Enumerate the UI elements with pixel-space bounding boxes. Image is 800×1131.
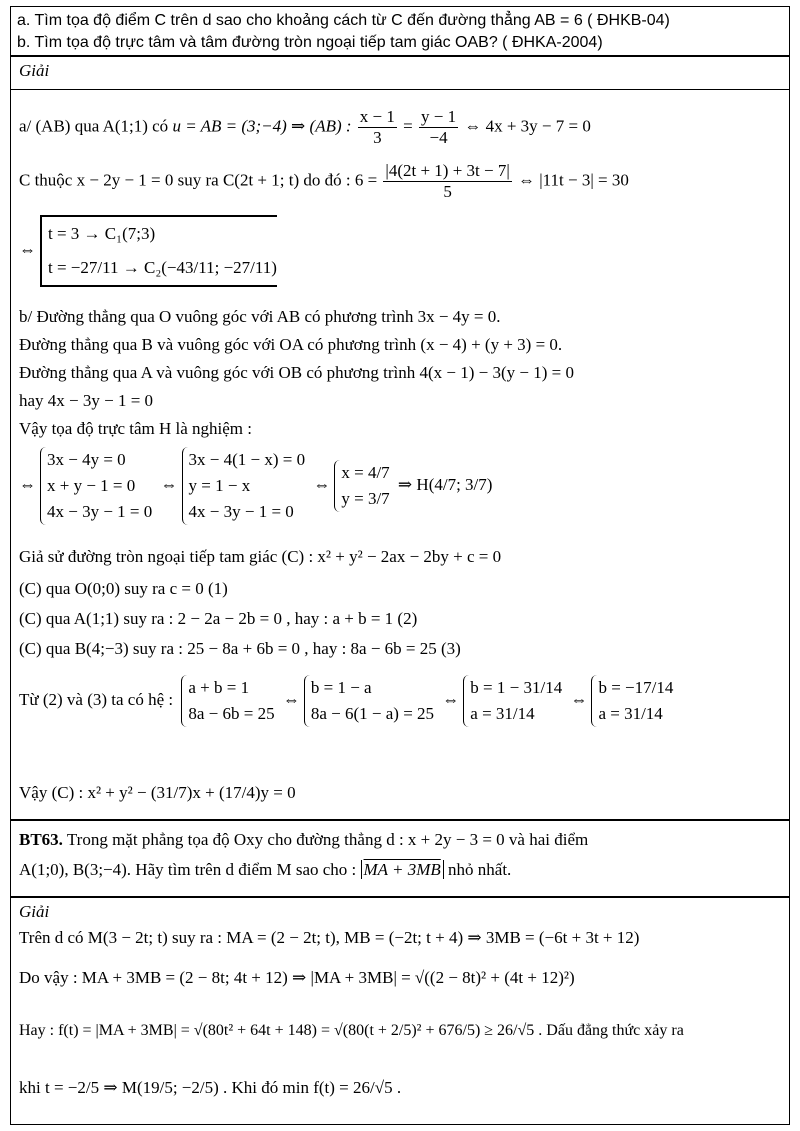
fraction: $\frac{y - 1}{-4}$ (420, 107, 457, 147)
line-function-bound: Hay : f(t) = |MA + 3MB| = √(80t² + 64t + 148) = √(80(t + 2/5)² + 676/5) ≥ 26/√5 . Dấu đẳng thức xảy ra (19, 1022, 684, 1039)
problem-part-b: b. Tìm tọa độ trực tâm và tâm đường tròn ngoại tiếp tam giác OAB? ( ĐHKA-2004) (17, 34, 603, 51)
exercise-line-2: A(1;0), B(3;−4). Hãy tìm trên d điểm M sao cho : MA + 3MB nhỏ nhất. (19, 860, 512, 879)
equation-system: b = −17/14 a = 31/14 (591, 675, 673, 727)
solution-2 (10, 897, 790, 1125)
solution-label: Giải (19, 61, 50, 80)
exercise-line-1: BT63. Trong mặt phẳng tọa độ Oxy cho đường thẳng d : x + 2y − 3 = 0 và hai điểm (19, 830, 589, 849)
line-orthocenter-systems: ⇔ 3x − 4y = 0 x + y − 1 = 0 4x − 3y − 1 = 0 ⇔ 3x − 4(1 − x) = 0 y = 1 − x 4x − 3y − 1 = 0 ⇔ x = 4/7 y = 3/7 ⇒ H(4/7; 3/7) (19, 447, 492, 525)
line-c-solutions: ⇔ t = 3 → C₁(7;3) t = −27/11 → C₂(−43/11; −27/11) (19, 215, 281, 287)
line-altitude-a: Đường thẳng qua A và vuông góc với OB có phương trình 4(x − 1) − 3(y − 1) = 0 (19, 363, 574, 382)
line-sum-vector: Do vậy : MA + 3MB = (2 − 8t; 4t + 12) ⇒ |MA + 3MB| = √((2 − 8t)² + (4t + 12)²) (19, 968, 575, 987)
problem-part-a: a. Tìm tọa độ điểm C trên d sao cho khoảng cách từ C đến đường thẳng AB = 6 ( ĐHKB-04) (17, 12, 670, 29)
line-circle-through-b: (C) qua B(4;−3) suy ra : 25 − 8a + 6b = 0 , hay : 8a − 6b = 25 (3) (19, 639, 461, 658)
problem-header (10, 6, 790, 56)
line-orthocenter-intro: Vậy tọa độ trực tâm H là nghiệm : (19, 419, 252, 438)
line-solve-system: Từ (2) và (3) ta có hệ : a + b = 1 8a − 6b = 25 ⇔ b = 1 − a 8a − 6(1 − a) = 25 ⇔ b = 1 − 31/14 a = 31/14 ⇔ b = −17/14 a = 31/14 (19, 675, 677, 727)
line-vectors: Trên d có M(3 − 2t; t) suy ra : MA = (2 − 2t; t), MB = (−2t; t + 4) ⇒ 3MB = (−6t + 3t + 12) (19, 928, 640, 947)
line-altitude-a-simplified: hay 4x − 3y − 1 = 0 (19, 391, 154, 410)
fraction: $\frac{x - 1}{3}$ (359, 107, 395, 147)
equation-system: a + b = 1 8a − 6b = 25 (181, 675, 274, 727)
line-altitude-b: Đường thẳng qua B và vuông góc với OA có phương trình (x − 4) + (y + 3) = 0. (19, 335, 563, 354)
line-altitude-o: b/ Đường thẳng qua O vuông góc với AB có phương trình 3x − 4y = 0. (19, 307, 501, 326)
equation-system: 3x − 4y = 0 x + y − 1 = 0 4x − 3y − 1 = 0 (40, 447, 152, 525)
equation-system: 3x − 4(1 − x) = 0 y = 1 − x 4x − 3y − 1 = 0 (182, 447, 306, 525)
equation-system: b = 1 − a 8a − 6(1 − a) = 25 (304, 675, 434, 727)
line-circle-through-o: (C) qua O(0;0) suy ra c = 0 (1) (19, 579, 228, 598)
line-ab-equation: a/ (AB) qua A(1;1) có u = AB = (3;−4) ⇒ (AB) : $\frac{x - 1}{3}$ = $\frac{y - 1}{-4}$ ⇔ 4x + 3y − 7 = 0 (19, 107, 591, 147)
line-minimum-result: khi t = −2/5 ⇒ M(19/5; −2/5) . Khi đó min f(t) = 26/√5 . (19, 1078, 402, 1097)
equation-system: b = 1 − 31/14 a = 31/14 (463, 675, 562, 727)
divider (11, 89, 789, 90)
line-point-c: C thuộc x − 2y − 1 = 0 suy ra C(2t + 1; t) do đó : 6 = $\frac{|4(2t + 1) + 3t - 7|}{5}$ ⇔ |11t − 3| = 30 (19, 161, 629, 201)
solution-label: Giải (19, 902, 50, 921)
line-circle-result: Vậy (C) : x² + y² − (31/7)x + (17/4)y = 0 (19, 783, 296, 802)
exercise-title: BT63. (19, 830, 63, 849)
line-circle-through-a: (C) qua A(1;1) suy ra : 2 − 2a − 2b = 0 , hay : a + b = 1 (2) (19, 609, 418, 628)
solution-1 (10, 56, 790, 820)
exercise-bt63 (10, 820, 790, 897)
orthocenter-result: ⇒ H(4/7; 3/7) (397, 474, 493, 494)
fraction: $\frac{|4(2t + 1) + 3t - 7|}{5}$ (385, 161, 510, 201)
solution-bracket: t = 3 → C₁(7;3) t = −27/11 → C₂(−43/11; −27/11) (40, 215, 277, 287)
equation-system: x = 4/7 y = 3/7 (334, 460, 389, 512)
line-circle-equation: Giả sử đường tròn ngoại tiếp tam giác (C) : x² + y² − 2ax − 2by + c = 0 (19, 547, 502, 566)
